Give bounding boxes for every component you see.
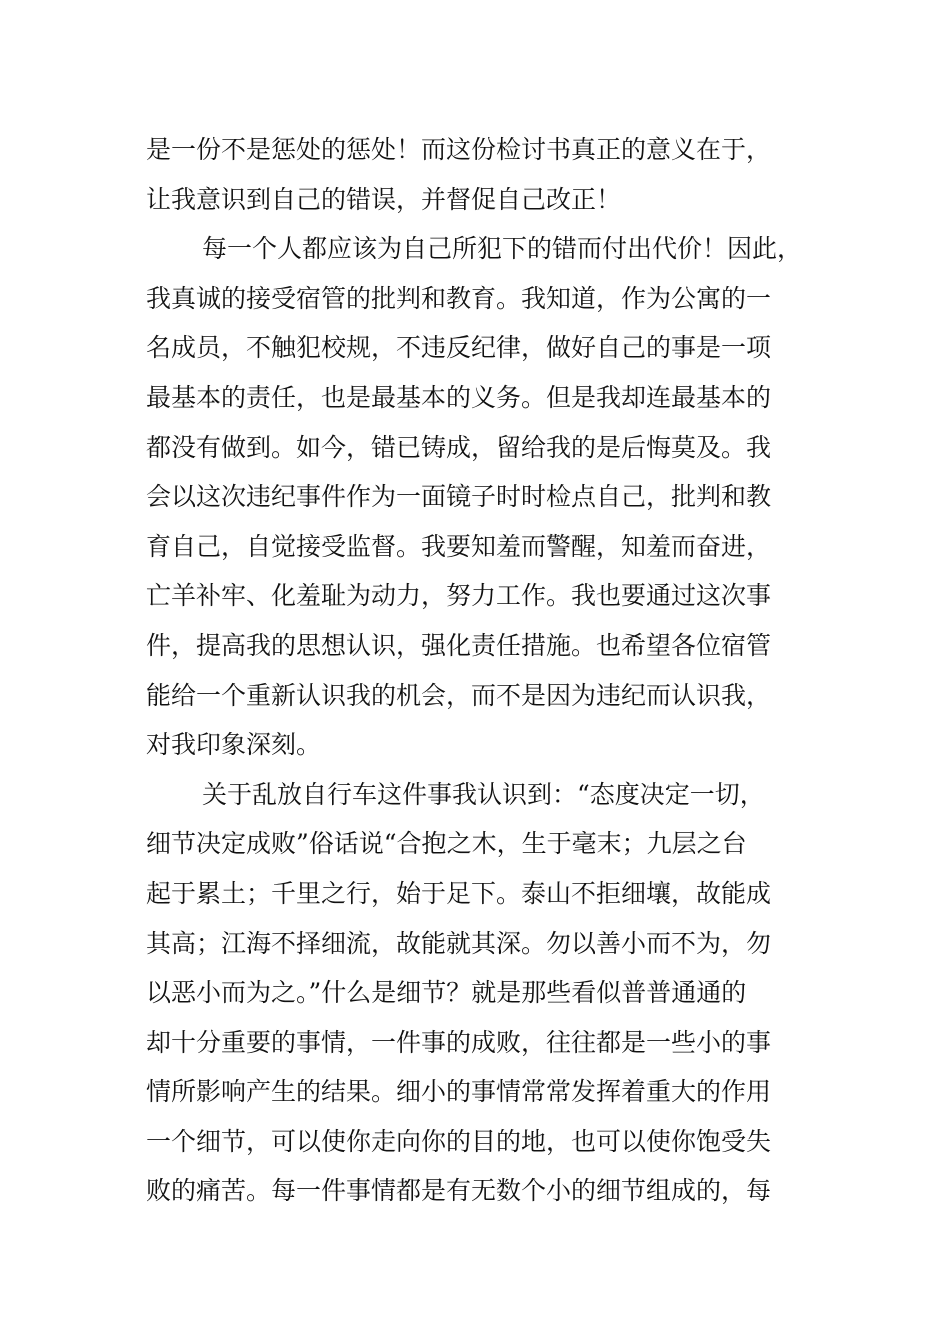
text-line: 对我印象深刻。 — [146, 730, 322, 760]
text-line: 能给一个重新认识我的机会，而不是因为违纪而认识我， — [146, 680, 772, 710]
text-line: 起于累土；千里之行，始于足下。泰山不拒细壤，故能成 — [146, 878, 772, 908]
paragraph — [146, 770, 826, 1216]
text-line: 败的痛苦。每一件事情都是有无数个小的细节组成的，每 — [146, 1176, 772, 1206]
text-line: 情所影响产生的结果。细小的事情常常发挥着重大的作用 — [146, 1077, 772, 1107]
text-line: 让我意识到自己的错误，并督促自己改正！ — [146, 184, 622, 214]
text-line: 以恶小而为之。”什么是细节？就是那些看似普普通通的 — [146, 978, 747, 1008]
text-line: 名成员，不触犯校规，不违反纪律，做好自己的事是一项 — [146, 333, 772, 363]
paragraph — [146, 125, 826, 224]
text-line: 我真诚的接受宿管的批判和教育。我知道，作为公寓的一 — [146, 283, 772, 313]
text-line: 细节决定成败”俗话说“合抱之木，生于毫末；九层之台 — [146, 829, 747, 859]
text-line: 亡羊补牢、化羞耻为动力，努力工作。我也要通过这次事 — [146, 581, 772, 611]
text-line: 是一份不是惩处的惩处！而这份检讨书真正的意义在于， — [146, 135, 772, 164]
text-line: 最基本的责任，也是最基本的义务。但是我却连最基本的 — [146, 382, 772, 412]
text-line: 会以这次违纪事件作为一面镜子时时检点自己，批判和教 — [146, 482, 772, 512]
text-line: 关于乱放自行车这件事我认识到：“态度决定一切， — [202, 779, 765, 809]
text-line: 却十分重要的事情，一件事的成败，往往都是一些小的事 — [146, 1027, 772, 1057]
text-line: 其高；江海不择细流，故能就其深。勿以善小而不为，勿 — [146, 928, 772, 958]
text-line: 一个细节，可以使你走向你的目的地，也可以使你饱受失 — [146, 1126, 772, 1156]
paragraph — [146, 224, 826, 770]
text-line: 育自己，自觉接受监督。我要知羞而警醒，知羞而奋进， — [146, 531, 772, 561]
text-line: 都没有做到。如今，错已铸成，留给我的是后悔莫及。我 — [146, 432, 772, 462]
document-body — [146, 125, 826, 1216]
text-line: 件，提高我的思想认识，强化责任措施。也希望各位宿管 — [146, 630, 772, 660]
text-line: 每一个人都应该为自己所犯下的错而付出代价！因此， — [202, 234, 803, 264]
